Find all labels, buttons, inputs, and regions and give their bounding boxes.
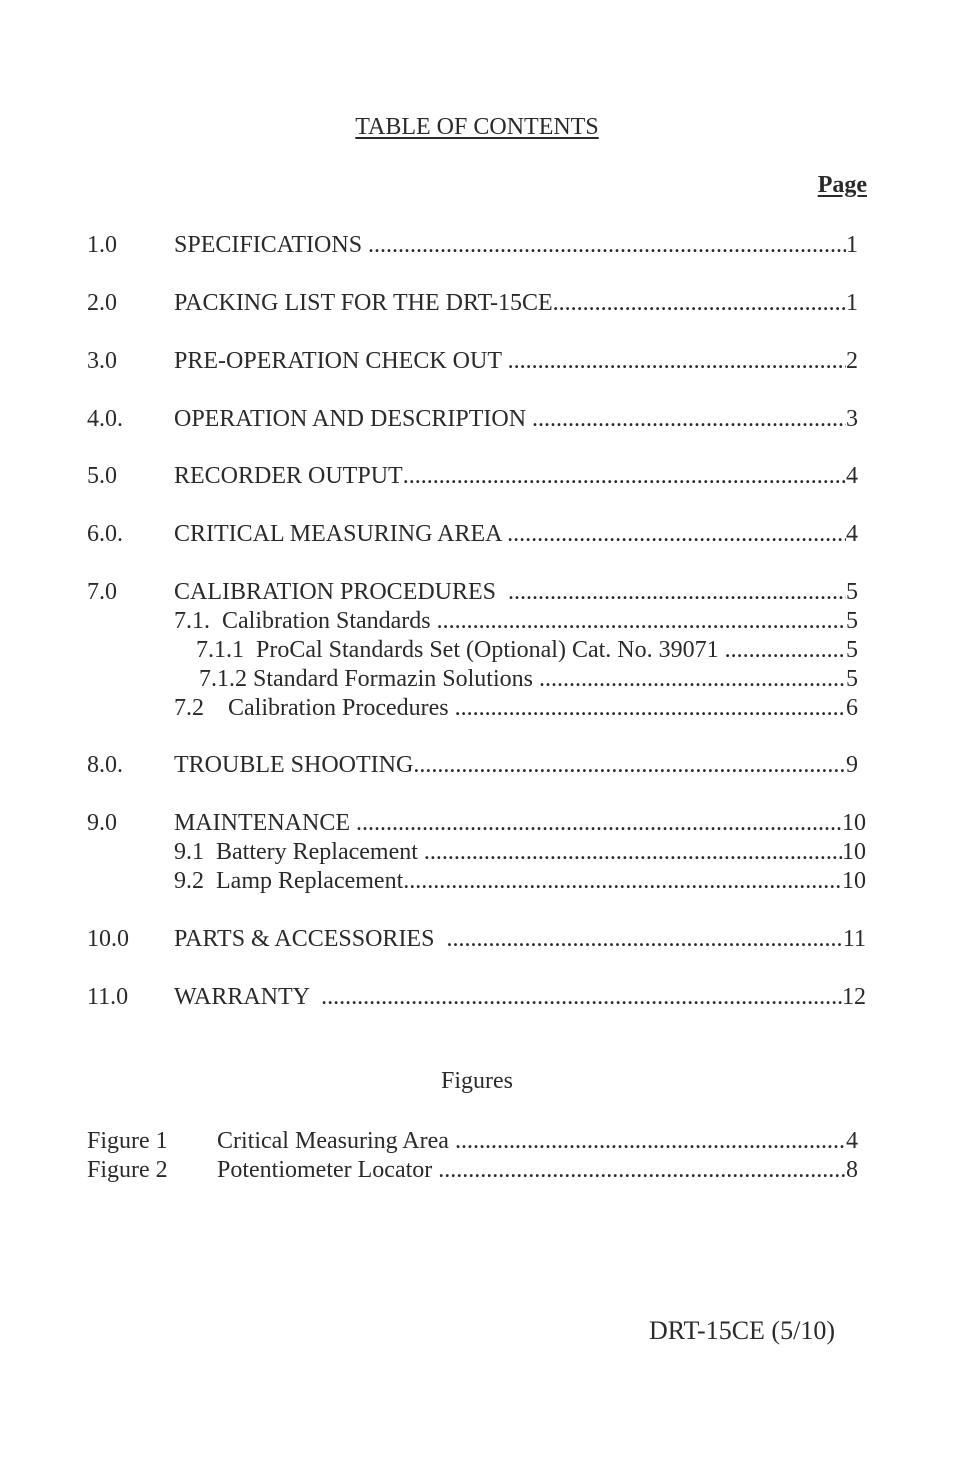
toc-entry-page: 1 [846, 290, 858, 316]
figure-entry [0, 1126, 954, 1156]
toc-entry-number: 10.0 [87, 926, 129, 952]
toc-entry [0, 404, 954, 434]
toc-subentry [0, 635, 954, 665]
figure-label: Potentiometer Locator [217, 1157, 439, 1183]
toc-entry-label: 7.2 Calibration Procedures [174, 695, 455, 721]
toc-entry-page: 4 [846, 463, 858, 489]
leader-dots [455, 1126, 846, 1156]
toc-entry-page: 5 [846, 637, 858, 663]
leader-dots [507, 519, 846, 549]
toc-entry-number: 6.0. [87, 521, 123, 547]
leader-dots [403, 866, 842, 896]
toc-entry-label: 7.1.2 Standard Formazin Solutions [199, 666, 539, 692]
toc-entry [0, 750, 954, 780]
leader-dots [532, 404, 846, 434]
toc-entry-page: 2 [846, 348, 858, 374]
toc-entry-label: WARRANTY [174, 984, 322, 1010]
leader-dots [437, 606, 846, 636]
toc-entry-page: 4 [846, 521, 858, 547]
toc-entry-label: 9.1 Battery Replacement [174, 839, 424, 865]
figure-page: 4 [846, 1128, 858, 1154]
toc-entry-label: OPERATION AND DESCRIPTION [174, 406, 533, 432]
toc-entry-page: 9 [846, 752, 858, 778]
toc-entry-page: 10 [842, 839, 866, 865]
toc-subentry [0, 664, 954, 694]
toc-entry-label: CALIBRATION PROCEDURES [174, 579, 509, 605]
toc-title: TABLE OF CONTENTS [355, 114, 599, 140]
figure-number: Figure 1 [87, 1128, 168, 1154]
figures-heading: Figures [441, 1068, 513, 1094]
toc-subentry [0, 693, 954, 723]
toc-entry-page: 5 [846, 666, 858, 692]
toc-entry-label: 7.1.1 ProCal Standards Set (Optional) Cat. No. 39071 [196, 637, 725, 663]
toc-entry [0, 230, 954, 260]
toc-entry [0, 808, 954, 838]
toc-entry-number: 7.0 [87, 579, 117, 605]
toc-entry [0, 924, 954, 954]
toc-entry-label: SPECIFICATIONS [174, 232, 369, 258]
toc-entry-number: 2.0 [87, 290, 117, 316]
leader-dots [455, 693, 846, 723]
toc-entry-page: 5 [846, 579, 858, 605]
toc-entry-page: 5 [846, 608, 858, 634]
document-revision-footer: DRT-15CE (5/10) [649, 1316, 835, 1345]
leader-dots [424, 837, 842, 867]
leader-dots [553, 288, 846, 318]
toc-entry [0, 519, 954, 549]
toc-entry [0, 346, 954, 376]
toc-subentry [0, 606, 954, 636]
toc-entry [0, 288, 954, 318]
toc-subentry [0, 837, 954, 867]
toc-entry-number: 3.0 [87, 348, 117, 374]
toc-entry-page: 6 [846, 695, 858, 721]
toc-entry-label: MAINTENANCE [174, 810, 356, 836]
toc-entry-label: CRITICAL MEASURING AREA [174, 521, 508, 547]
leader-dots [446, 924, 842, 954]
figure-page: 8 [846, 1157, 858, 1183]
figure-number: Figure 2 [87, 1157, 168, 1183]
toc-entry [0, 982, 954, 1012]
leader-dots [725, 635, 846, 665]
toc-entry [0, 461, 954, 491]
toc-entry-label: 9.2 Lamp Replacement [174, 868, 404, 894]
leader-dots [508, 577, 846, 607]
toc-subentry [0, 866, 954, 896]
leader-dots [438, 1155, 846, 1185]
toc-entry-page: 12 [842, 984, 866, 1010]
toc-entry-label: 7.1. Calibration Standards [174, 608, 437, 634]
toc-entry-number: 8.0. [87, 752, 123, 778]
toc-entry-page: 10 [842, 868, 866, 894]
toc-entry-label: PRE-OPERATION CHECK OUT [174, 348, 508, 374]
figure-label: Critical Measuring Area [217, 1128, 455, 1154]
leader-dots [356, 808, 842, 838]
toc-entry-page: 11 [842, 926, 866, 952]
leader-dots [403, 461, 846, 491]
leader-dots [508, 346, 846, 376]
leader-dots [539, 664, 846, 694]
toc-entry-page: 3 [846, 406, 858, 432]
leader-dots [321, 982, 842, 1012]
toc-entry-number: 1.0 [87, 232, 117, 258]
toc-entry-number: 5.0 [87, 463, 117, 489]
page-column-header: Page [817, 172, 867, 198]
toc-entry [0, 577, 954, 607]
toc-entry-number: 11.0 [87, 984, 129, 1010]
toc-entry-number: 9.0 [87, 810, 117, 836]
leader-dots [368, 230, 846, 260]
toc-entry-page: 1 [846, 232, 858, 258]
toc-entry-page: 10 [842, 810, 866, 836]
leader-dots [413, 750, 846, 780]
toc-entry-label: RECORDER OUTPUT [174, 463, 403, 489]
toc-entry-label: PACKING LIST FOR THE DRT-15CE [174, 290, 553, 316]
figure-entry [0, 1155, 954, 1185]
toc-entry-number: 4.0. [87, 406, 123, 432]
toc-entry-label: TROUBLE SHOOTING [174, 752, 414, 778]
toc-entry-label: PARTS & ACCESSORIES [174, 926, 447, 952]
